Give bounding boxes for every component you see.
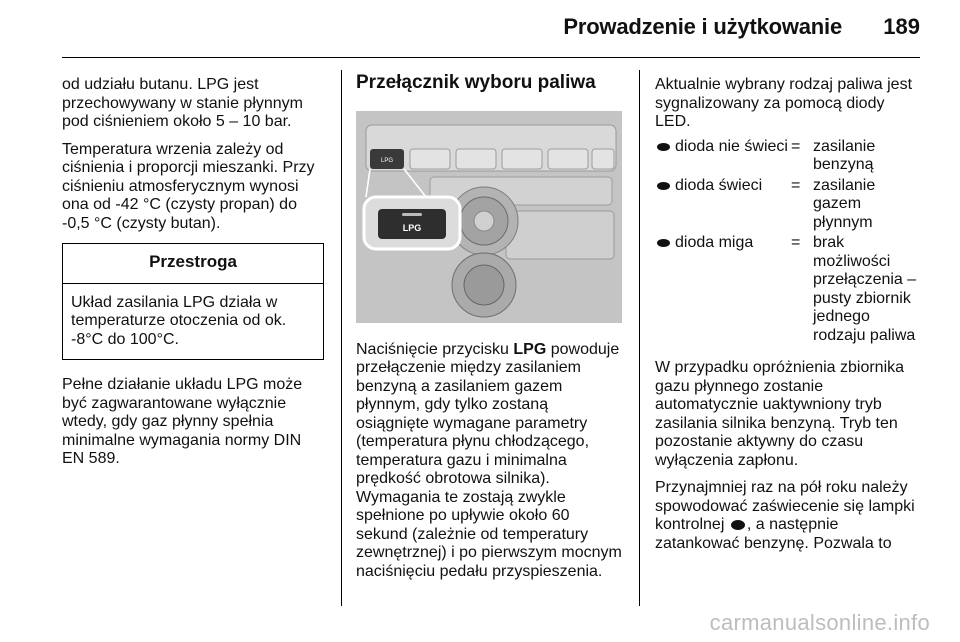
led-status-table [655, 138, 921, 346]
paragraph: Pełne działanie układu LPG może być zagwarantowane wyłącznie wtedy, gdy gaz płynny spełnia minimalne wymagania normy DIN EN 589. [62, 376, 303, 467]
led-row [655, 138, 921, 175]
text-run: Przynajmniej raz na pół roku należy spowodować zaświecenie się lampki kontrolnej [655, 479, 915, 533]
console-illustration [356, 111, 622, 323]
led-row [655, 234, 921, 345]
watermark: carmanualsonline.info [709, 610, 930, 635]
equals-sign: = [791, 234, 801, 251]
page-header [0, 0, 960, 62]
paragraph: Temperatura wrzenia zależy od ciśnienia i proporcji mieszanki. Przy ciśnieniu atmosferycznym wynosi ona od -42 °C (czysty propan) do -0,5 °C (czysty butan). [62, 140, 315, 232]
lpg-button-small-label: LPG [380, 157, 394, 164]
led-state: dioda nie świeci [675, 137, 788, 155]
console-photo [356, 111, 622, 323]
paragraph: od udziału butanu. LPG jest przechowywany w stanie płynnym pod ciśnieniem około 5 – 10 bar. [62, 76, 303, 130]
page-number: 189 [883, 14, 920, 39]
led-meaning: zasilanie gazem płynnym [813, 176, 876, 231]
paragraph: W przypadku opróżnienia zbiornika gazu płynnego zostanie automatycznie uaktywniony tryb zasilania silnika benzyną. Tryb ten pozostanie aktywny do czasu wyłączenia zapłonu. [655, 359, 905, 469]
text-run: Naciśnięcie przycisku [356, 340, 514, 358]
caution-body: Układ zasilania LPG działa w temperaturze otoczenia od ok. -8°C do 100°C. [71, 293, 287, 348]
text-run: , a następnie zatankować benzynę. Pozwala to [655, 516, 892, 552]
led-meaning: brak możliwości przełączenia – pusty zbiornik jednego rodzaju paliwa [813, 234, 917, 344]
page-title: Prowadzenie i użytkowanie [563, 14, 842, 39]
column-divider [341, 70, 342, 606]
led-icon [657, 239, 670, 247]
lpg-button-large-label: LPG [402, 222, 422, 233]
caution-title: Przestroga [63, 244, 323, 284]
led-icon [657, 182, 670, 190]
led-row [655, 177, 921, 233]
column-divider [639, 70, 640, 606]
led-meaning: zasilanie benzyną [813, 137, 876, 173]
text-run: powoduje przełączenie między zasilaniem benzyną a zasilaniem gazem płynnym, gdy tylko zostaną osiągnięte wymagane parametry (temperatura płynu chłodzącego, temperatura gazu i minimalna prędkość obrotowa silnika). Wymagania te zostają zwykle spełnione po upływie około 60 sekund (zależnie od temperatury zewnętrznej) i po pierwszym mocnym naciśnięciu pedału przyspieszenia. [356, 340, 622, 580]
paragraph [356, 341, 624, 582]
equals-sign: = [791, 137, 801, 155]
paragraph [655, 479, 921, 553]
column-left [62, 76, 324, 478]
equals-sign: = [791, 176, 801, 194]
led-state: dioda świeci [675, 176, 763, 194]
led-icon [657, 143, 670, 151]
led-state: dioda miga [675, 234, 754, 251]
header-divider [62, 57, 920, 58]
paragraph: Aktualnie wybrany rodzaj paliwa jest sygnalizowany za pomocą diody LED. [655, 76, 913, 130]
column-right [655, 76, 921, 562]
column-middle [356, 72, 624, 590]
section-title: Przełącznik wyboru paliwa [356, 72, 596, 93]
indicator-lamp-icon [731, 520, 745, 530]
caution-box [62, 243, 324, 360]
lpg-keyword: LPG [513, 340, 547, 358]
